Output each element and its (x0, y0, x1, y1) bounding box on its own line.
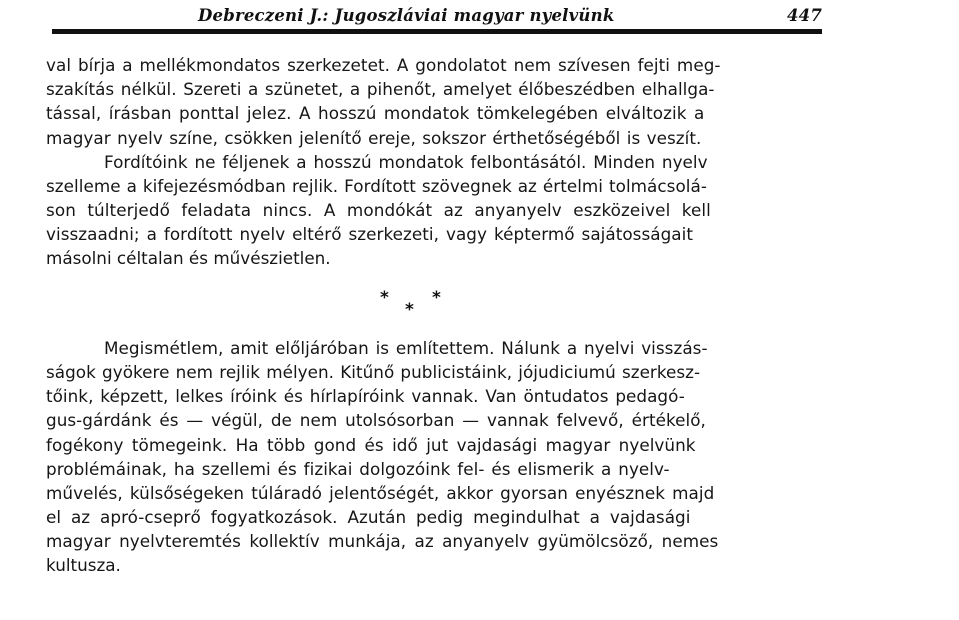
text-line: szelleme a kifejezésmódban rejlik. Fordított szövegnek az értelmi tolmácsolá- (46, 176, 707, 196)
page-number: 447 (786, 5, 822, 25)
separator-star: * (405, 300, 414, 320)
running-head (198, 3, 822, 27)
text-line: tőink, képzett, lelkes íróink és hírlapíróink vannak. Van öntudatos pedagó- (46, 386, 685, 406)
header-rule (52, 29, 822, 34)
separator-star: * (432, 288, 441, 308)
text-line: son túlterjedő feladata nincs. A mondókát az anyanyelv eszközeivel kell (46, 200, 711, 220)
text-line: visszaadni; a fordított nyelv eltérő szerkezeti, vagy képtermő sajátosságait (46, 224, 693, 244)
text-line: problémáinak, ha szellemi és fizikai dolgozóink fel- és elismerik a nyelv- (46, 459, 670, 479)
text-line: ságok gyökere nem rejlik mélyen. Kitűnő publicistáink, jójudiciumú szerkesz- (46, 362, 701, 382)
text-line: másolni céltalan és művészietlen. (46, 248, 331, 268)
text-line: művelés, külsőségeken túláradó jelentőségét, akkor gyorsan enyésznek majd (46, 483, 715, 503)
text-line: magyar nyelvteremtés kollektív munkája, az anyanyelv gyümölcsöző, nemes (46, 531, 719, 551)
text-line: fogékony tömegeink. Ha több gond és idő jut vajdasági magyar nyelvünk (46, 435, 696, 455)
text-line: Megismétlem, amit előljáróban is említettem. Nálunk a nyelvi visszás- (104, 338, 708, 358)
text-line: gus-gárdánk és — végül, de nem utolsósorban — vannak felvevő, értékelő, (46, 410, 706, 430)
text-line: val bírja a mellékmondatos szerkezetet. A gondolatot nem szívesen fejti meg- (46, 55, 721, 75)
running-title: Debreczeni J.: Jugoszláviai magyar nyelvünk (198, 5, 615, 25)
text-line: Fordítóink ne féljenek a hosszú mondatok felbontásától. Minden nyelv (104, 152, 708, 172)
text-line: el az apró-cseprő fogyatkozások. Azután pedig megindulhat a vajdasági (46, 507, 691, 527)
text-line: kultusza. (46, 555, 121, 575)
text-line: tással, írásban ponttal jelez. A hosszú mondatok tömkelegében elváltozik a (46, 103, 705, 123)
text-line: magyar nyelv színe, csökken jelenítő ereje, sokszor érthetőségéből is veszít. (46, 128, 702, 148)
separator-star: * (380, 288, 389, 308)
text-line: szakítás nélkül. Szereti a szünetet, a pihenőt, amelyet élőbeszédben elhallga- (46, 79, 715, 99)
section-separator (380, 288, 480, 328)
